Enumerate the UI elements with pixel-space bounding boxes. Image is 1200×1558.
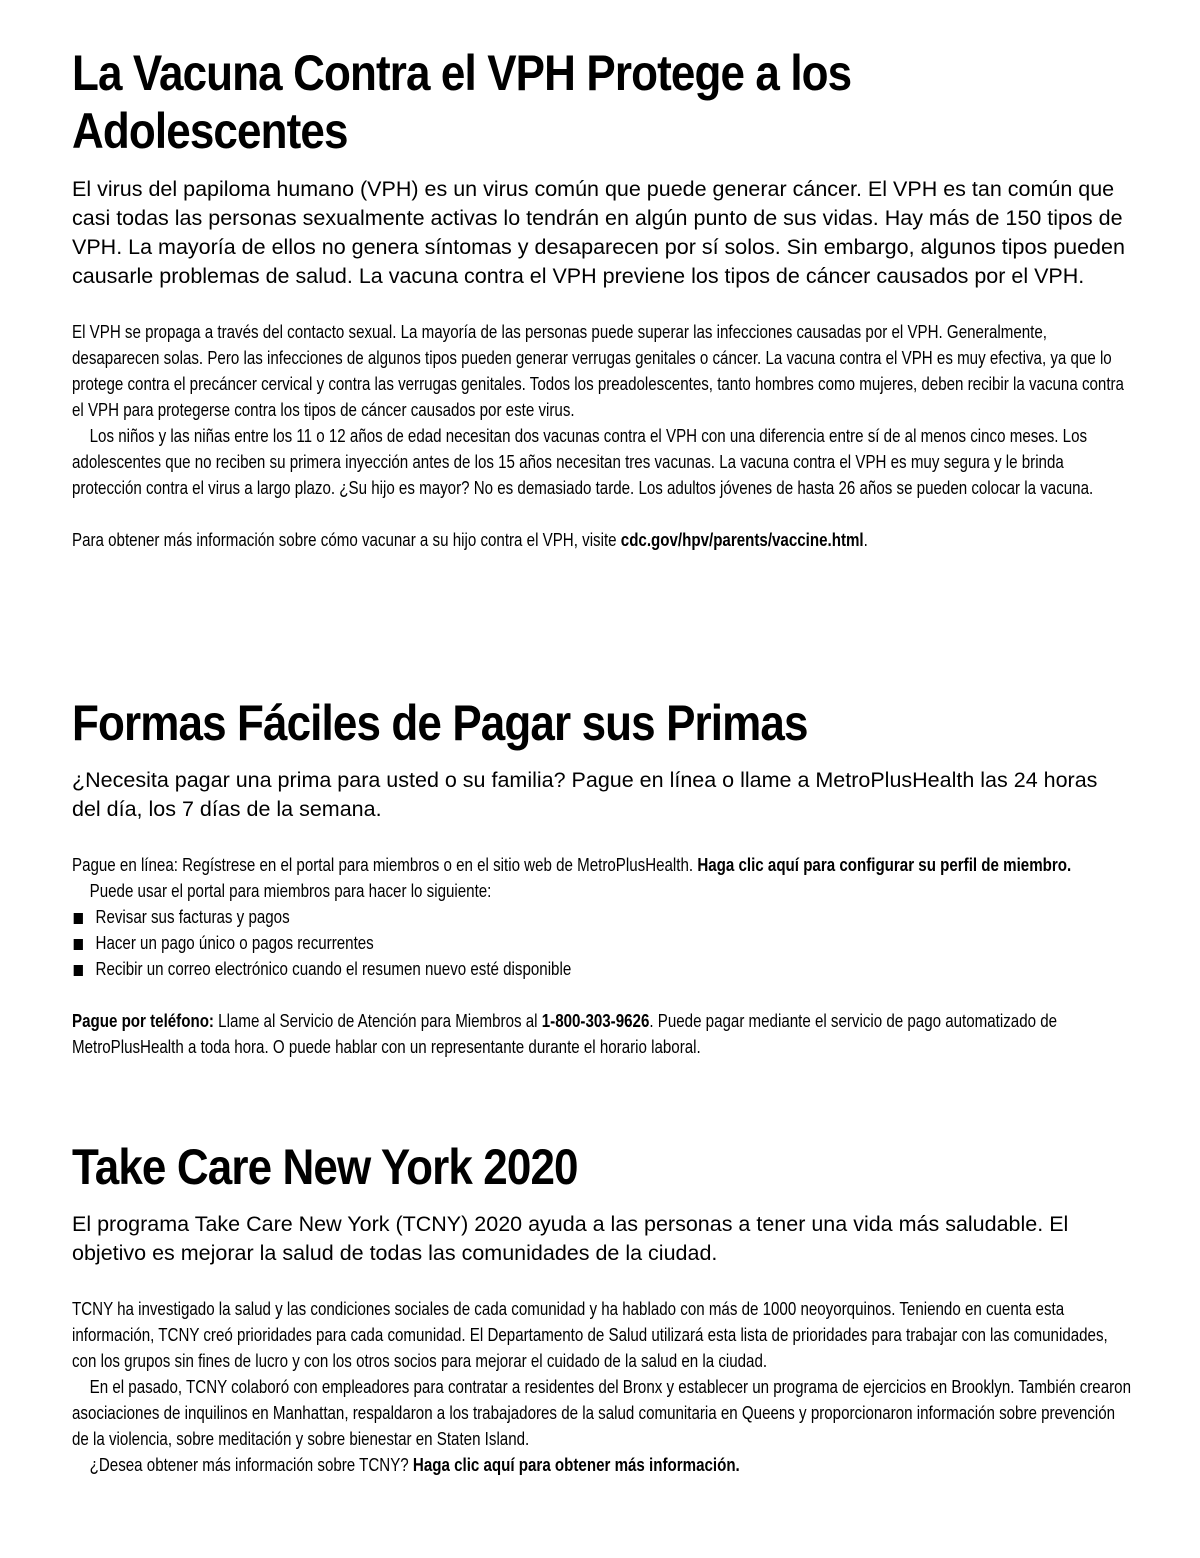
hpv-paragraph-3 [72, 527, 1132, 553]
bullet-square-icon [74, 913, 83, 924]
cdc-link[interactable]: cdc.gov/hpv/parents/vaccine.html [620, 530, 864, 550]
page [72, 44, 1130, 1478]
hpv-more-info-suffix: . [863, 530, 868, 550]
hpv-section [72, 44, 1130, 636]
member-profile-link[interactable]: Haga clic aquí para configurar su perfil de miembro. [697, 855, 1072, 875]
tcny-body [72, 1296, 1132, 1478]
bullet-square-icon [74, 939, 83, 950]
hpv-body [72, 319, 1132, 553]
bullet-square-icon [74, 965, 83, 976]
tcny-paragraph-2: En el pasado, TCNY colaboró con empleadores para contratar a residentes del Bronx y establecer un programa de ejercicios en Brooklyn. También crearon asociaciones de inquilinos en Manhattan, respaldaron a los trabajadores de la salud comunitaria en Queens y proporcionaron información sobre prevención de la violencia, sobre meditación y sobre bienestar en Staten Island. [72, 1377, 1131, 1449]
tcny-title: Take Care New York 2020 [72, 1139, 578, 1195]
tcny-more-info-link[interactable]: Haga clic aquí para obtener más información. [412, 1455, 740, 1475]
hpv-paragraph-2: Los niños y las niñas entre los 11 o 12 años de edad necesitan dos vacunas contra el VPH con una diferencia entre sí de al menos cinco meses. Los adolescentes que no reciben su primera inyección antes de los 15 años necesitan tres vacunas. La vacuna contra el VPH es muy segura y le brinda protección contra el virus a largo plazo. ¿Su hijo es mayor? No es demasiado tarde. Los adultos jóvenes de hasta 26 años se pueden colocar la vacuna. [72, 426, 1094, 498]
premiums-title: Formas Fáciles de Pagar sus Primas [72, 695, 808, 751]
hpv-more-info-text: Para obtener más información sobre cómo vacunar a su hijo contra el VPH, visite [72, 530, 621, 550]
list-item [72, 930, 1132, 956]
hpv-title-line1: La Vacuna Contra el VPH Protege a los [72, 45, 852, 101]
portal-features-list [72, 904, 1132, 982]
pay-phone-label: Pague por teléfono: [72, 1011, 214, 1031]
tcny-paragraph-1: TCNY ha investigado la salud y las condiciones sociales de cada comunidad y ha hablado con más de 1000 neoyorquinos. Teniendo en cuenta esta información, TCNY creó prioridades para cada comunidad. El Departamento de Salud utilizará esta lista de prioridades para trabajar con las comunidades, con los grupos sin fines de lucro y con los otros socios para mejorar el cuidado de la salud en la ciudad. [72, 1299, 1108, 1371]
hpv-lead: El virus del papiloma humano (VPH) es un virus común que puede generar cáncer. El VPH es tan común que casi todas las personas sexualmente activas lo tendrán en algún punto de sus vidas. Hay más de 150 tipos de VPH. La mayoría de ellos no genera síntomas y desaparecen por sí solos. Sin embargo, algunos tipos pueden causarle problemas de salud. La vacuna contra el VPH previene los tipos de cáncer causados por el VPH. [72, 177, 1125, 288]
pay-phone-paragraph [72, 1008, 1132, 1060]
pay-phone-text: Llame al Servicio de Atención para Miembros al [213, 1011, 542, 1031]
list-item [72, 904, 1132, 930]
hpv-title-line2: Adolescentes [72, 103, 348, 159]
tcny-paragraph-3 [72, 1452, 1132, 1478]
list-item [72, 956, 1132, 982]
hpv-title [72, 44, 1128, 160]
pay-online-paragraph [72, 852, 1132, 878]
tcny-more-info-text: ¿Desea obtener más información sobre TCNY? [89, 1455, 413, 1475]
list-item-text: Hacer un pago único o pagos recurrentes [95, 933, 374, 953]
list-item-text: Recibir un correo electrónico cuando el resumen nuevo esté disponible [95, 959, 572, 979]
member-services-phone-link[interactable]: 1-800-303-9626 [541, 1011, 650, 1031]
premiums-body [72, 852, 1132, 1060]
pay-online-text: Pague en línea: Regístrese en el portal para miembros o en el sitio web de MetroPlusHealth. [72, 855, 698, 875]
premiums-section [72, 694, 1130, 1130]
tcny-section [72, 1138, 1130, 1478]
list-item-text: Revisar sus facturas y pagos [95, 907, 290, 927]
portal-intro: Puede usar el portal para miembros para hacer lo siguiente: [89, 881, 492, 901]
premiums-lead: ¿Necesita pagar una prima para usted o su familia? Pague en línea o llame a MetroPlusHealth las 24 horas del día, los 7 días de la semana. [72, 768, 1098, 821]
tcny-lead: El programa Take Care New York (TCNY) 2020 ayuda a las personas a tener una vida más saludable. El objetivo es mejorar la salud de todas las comunidades de la ciudad. [72, 1212, 1069, 1265]
pay-phone-text-2: . Puede pagar mediante el servicio de pago automatizado de MetroPlusHealth a toda hora. O puede hablar con un representante durante el horario laboral. [72, 1011, 1058, 1057]
hpv-paragraph-1: El VPH se propaga a través del contacto sexual. La mayoría de las personas puede superar las infecciones causadas por el VPH. Generalmente, desaparecen solas. Pero las infecciones de algunos tipos pueden generar verrugas genitales o cáncer. La vacuna contra el VPH es muy efectiva, ya que lo protege contra el precáncer cervical y contra las verrugas genitales. Todos los preadolescentes, tanto hombres como mujeres, deben recibir la vacuna contra el VPH para protegerse contra los tipos de cáncer causados por este virus. [72, 322, 1124, 420]
